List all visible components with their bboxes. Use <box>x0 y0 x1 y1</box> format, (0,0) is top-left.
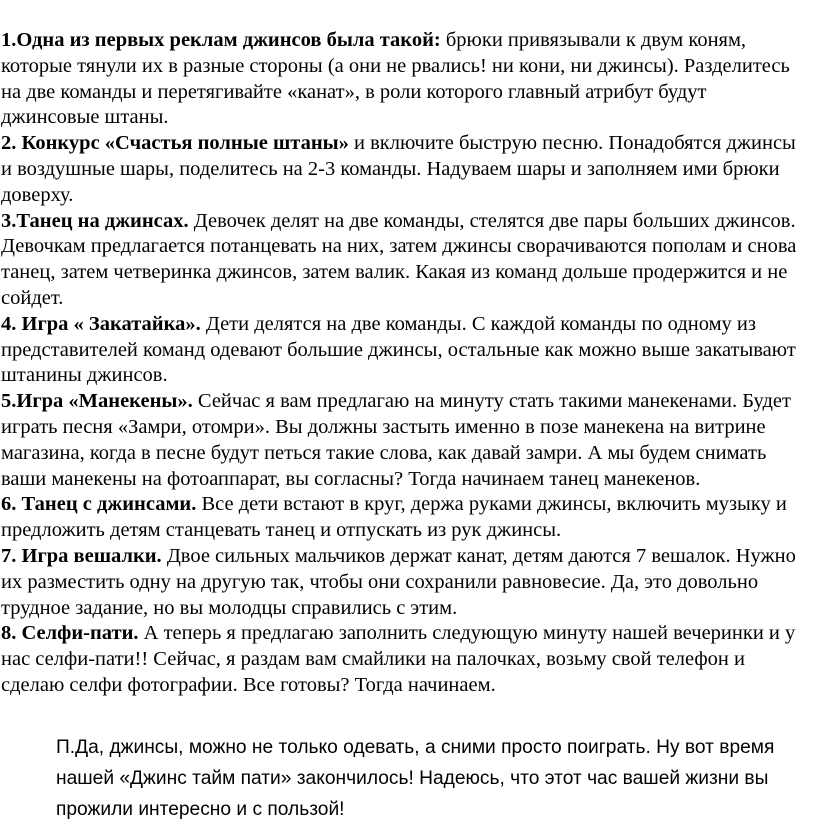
paragraph-text: и включите быструю песню. Понадобятся джинсы и воздушные шары, поделитесь на 2-3 команды. Надуваем шары и заполняем ими брюки доверху. <box>1 132 796 206</box>
paragraph-8 <box>0 621 810 698</box>
paragraph-title: 1.Одна из первых реклам джинсов была такой: <box>1 29 441 51</box>
paragraph-text: А теперь я предлагаю заполнить следующую минуту нашей вечеринки и у нас селфи-пати!! Сейчас, я раздам вам смайлики на палочках, возьму свой телефон и сделаю селфи фотографии. Все готовы? Тогда начинаем. <box>1 622 796 696</box>
closing-remarks <box>56 732 811 825</box>
document-body <box>0 28 810 699</box>
paragraph-4 <box>0 312 810 389</box>
paragraph-6 <box>0 492 810 544</box>
paragraph-3 <box>0 209 810 312</box>
speaker-label: П <box>56 737 70 758</box>
paragraph-text: Дети делятся на две команды. С каждой команды по одному из представителей команд одевают большие джинсы, остальные как можно выше закатывают штанины джинсов. <box>1 312 796 387</box>
paragraph-title: 8. Селфи-пати. <box>1 622 139 645</box>
paragraph-text: Сейчас я вам предлагаю на минуту стать такими манекенами. Будет играть песня «Замри, отомри». Вы должны застыть именно в позе манекена на витрине магазина, когда в песне будут петься такие слова, как давай замри. А мы будем снимать ваши манекены на фотоаппарат, вы согласны? Тогда начинаем танец манекенов. <box>1 390 791 490</box>
paragraph-7 <box>0 544 810 621</box>
paragraph-2 <box>0 131 810 208</box>
paragraph-title: 5.Игра «Манекены». <box>1 390 193 413</box>
paragraph-text: Все дети встают в круг, держа руками джинсы, включить музыку и предложить детям станцевать танец и отпускать из рук джинсы. <box>1 493 787 542</box>
paragraph-text: Девочек делят на две команды, стелятся две пары больших джинсов. Девочкам предлагается потанцевать на них, затем джинсы сворачиваются пополам и снова танец, затем четверинка джинсов, затем валик. Какая из команд дольше продержится и не сойдет. <box>1 209 797 309</box>
paragraph-5 <box>0 389 810 492</box>
closing-paragraph <box>56 732 811 825</box>
paragraph-title: 7. Игра вешалки. <box>1 544 162 567</box>
closing-text: .Да, джинсы, можно не только одевать, а сними просто поиграть. Ну вот время нашей «Джинс тайм пати» закончилось! Надеюсь, что этот час вашей жизни вы прожили интересно и с пользой! <box>56 737 775 820</box>
paragraph-text: Двое сильных мальчиков держат канат, детям даются 7 вешалок. Нужно их разместить одну на другую так, чтобы они сохранили равновесие. Да, это довольно трудное задание, но вы молодцы справились с этим. <box>1 544 796 619</box>
paragraph-title: 6. Танец с джинсами. <box>1 493 197 516</box>
paragraph-1 <box>0 28 810 131</box>
paragraph-title: 4. Игра « Закатайка». <box>1 312 201 335</box>
paragraph-title: 2. Конкурс «Счастья полные штаны» <box>1 132 349 155</box>
paragraph-text: брюки привязывали к двум коням, которые тянули их в разные стороны (а они не рвались! ни кони, ни джинсы). Разделитесь на две команды и перетягивайте «канат», в роли которого главный атрибут будут джинсовые штаны. <box>1 29 790 129</box>
paragraph-title: 3.Танец на джинсах. <box>1 209 189 232</box>
